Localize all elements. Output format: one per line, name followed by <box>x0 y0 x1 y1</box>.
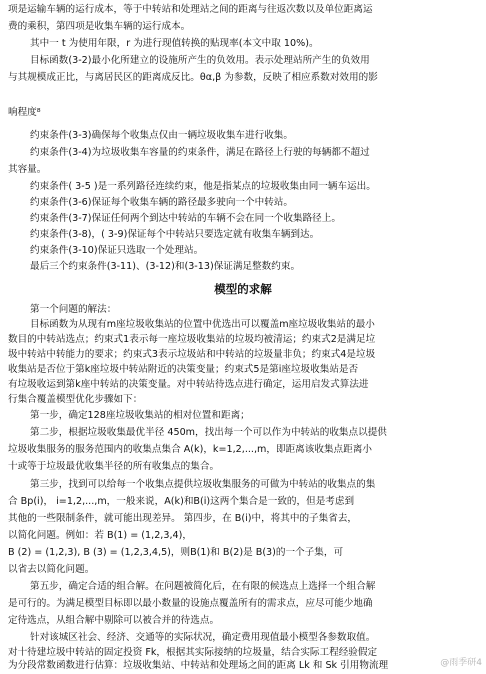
paragraph-line: 约束条件(3-8)，( 3-9)保证每个中转站只要选定就有收集车辆到达。 <box>30 229 320 240</box>
paragraph-line: 十或等于垃圾最优收集半径的所有收集点的集合。 <box>8 461 220 472</box>
paragraph-line: B (2) = (1,2,3), B (3) = (1,2,3,4,5)，则B(1)和 B(2)是 B(3)的一个子集，可 <box>8 547 344 558</box>
paragraph-line: 有垃圾收运到第k座中转站的决策变量。对中转站待选点进行确定，运用启发式算法进 <box>8 379 369 390</box>
paragraph-line: 其他的一些限制条件，就可能出现差异。 第四步，在 B(i)中，将其中的子集省去， <box>8 513 358 524</box>
paragraph-line: 费的乘积，第四项是收集车辆的运行成本。 <box>8 21 191 32</box>
paragraph-line: 目标函数(3-2)最小化所建立的设施所产生的负效用。表示处理站所产生的负效用 <box>30 55 370 66</box>
paragraph-line: 垃圾收集服务的服务范围内的收集点集合 A(k)，k=1,2,...,m，即距离该收集点距离小 <box>8 444 372 455</box>
paragraph-line: 第五步，确定合适的组合解。在问题被简化后，在有限的候选点上选择一个组合解 <box>30 581 376 592</box>
paragraph-line: 其中一 t 为使用年限，r 为进行现值转换的贴现率(本文中取 10%)。 <box>30 38 319 49</box>
paragraph-line: 对十待建垃圾中转站的固定投资 Fk，根据其实际接纳的垃圾量，结合实际工程经验假定 <box>8 647 378 658</box>
paragraph-line: 响程度⁸ <box>8 107 41 118</box>
paragraph-line: 针对该城区社会、经济、交通等的实际状况，确定费用现值最小模型各参数取值。 <box>30 632 376 643</box>
paragraph-line: 约束条件(3-10)保证只选取一个处理站。 <box>30 245 204 256</box>
paragraph-line: 目标函数为从现有m座垃圾收集站的位置中优选出可以覆盖m座垃圾收集站的最小 <box>30 319 375 330</box>
section-heading: 模型的求解 <box>214 282 272 296</box>
paragraph-line: 以省去以简化问题。 <box>8 564 95 575</box>
paragraph-line: 约束条件(3-3)确保每个收集点仅由一辆垃圾收集车进行收集。 <box>30 130 293 141</box>
paragraph-line: 项是运输车辆的运行成本，等于中转站和处理站之间的距离与往返次数以及单位距离运 <box>8 4 373 15</box>
paragraph-line: 第二步，根据垃圾收集最优半径 450m，找出每一个可以作为中转站的收集点以提供 <box>30 427 387 438</box>
paragraph-line: 约束条件(3-4)为垃圾收集车容量的约束条件，满足在路径上行驶的每辆都不超过 <box>30 147 370 158</box>
paragraph-line: 定待选点，从组合解中剔除可以被合并的待选点。 <box>8 615 220 626</box>
paragraph-line: 圾中转站中转能力的要求；约束式3表示垃圾站和中转站的垃圾量非负；约束式4是垃圾 <box>8 349 376 360</box>
paragraph-line: 最后三个约束条件(3-11)、(3-12)和(3-13)保证满足整数约束。 <box>30 261 301 272</box>
paragraph-line: 约束条件(3-6)保证每个收集车辆的路径最多驶向一个中转站。 <box>30 197 293 208</box>
paragraph-line: 合 Bp(i)， i=1,2,...,m，一般来说，A(k)和B(i)这两个集合是一致的，但是考虑到 <box>8 496 355 507</box>
paragraph-line: 约束条件(3-7)保证任何两个到达中转站的车辆不会在同一个收集路径上。 <box>30 213 341 224</box>
paragraph-line: 第三步，找到可以给每一个收集点提供垃圾收集服务的可做为中转站的收集点的集 <box>30 479 376 490</box>
paragraph-line: 第一个问题的解法： <box>30 304 117 315</box>
paragraph-line: 其容量。 <box>8 164 47 175</box>
paragraph-line: 行集合覆盖模型优化步骤如下： <box>8 394 143 405</box>
paragraph-line: 数目的中转站选点；约束式1表示每一座垃圾收集站的垃圾均被清运；约束式2是满足垃 <box>8 334 376 345</box>
paragraph-line: 是可行的。为满足模型目标即以最小数量的设施点覆盖所有的需求点，应尽可能少地确 <box>8 598 373 609</box>
paragraph-line: 以简化问题。例如：若 B(1) = (1,2,3,4)， <box>8 530 192 541</box>
paragraph-line: 约束条件( 3-5 )是一系列路径连续约束，他是指某点的垃圾收集由同一辆车运出。 <box>30 181 376 192</box>
paragraph-line: 第一步，确定128座垃圾收集站的相对位置和距离； <box>30 410 250 421</box>
watermark: @雨季研4 <box>440 658 482 668</box>
paragraph-line: 为分段常数函数进行估算：垃圾收集站、中转站和处理场之间的距离 Lk 和 Sk 引用物流理 <box>8 660 389 671</box>
paragraph-line: 与其规模成正比，与离居民区的距离成反比。θα,β 为参数，反映了相应系数对效用的影 <box>8 72 378 83</box>
paragraph-line: 收集站是否位于第k座垃圾中转站附近的决策变量；约束式5是第i座垃圾收集站是否 <box>8 364 359 375</box>
